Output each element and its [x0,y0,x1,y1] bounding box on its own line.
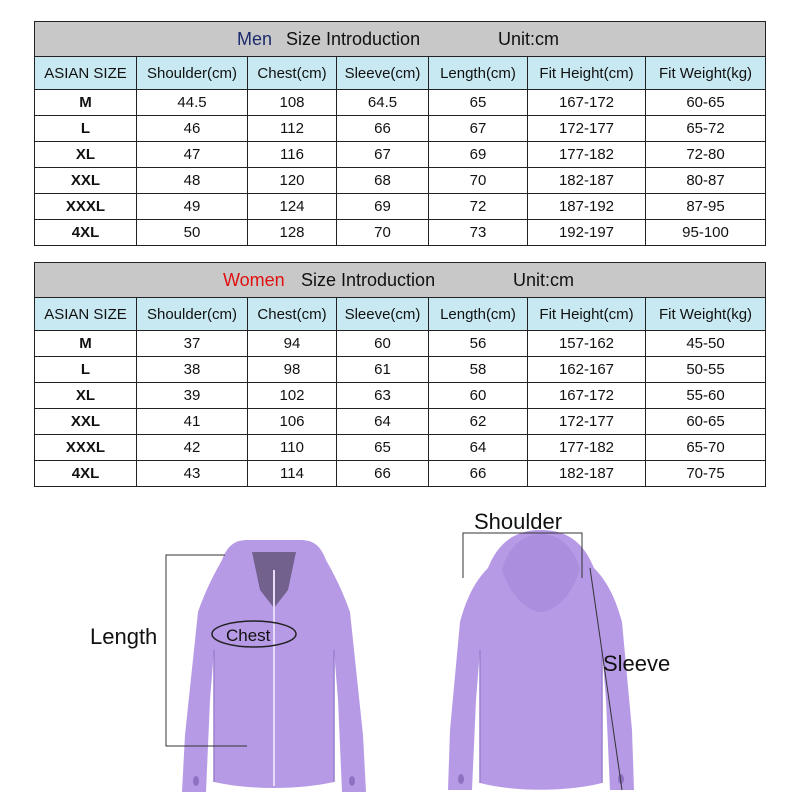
measurement-cell: 62 [429,409,528,435]
size-cell: XXL [35,168,137,194]
measurement-cell: 64 [429,435,528,461]
measurement-cell: 65-72 [646,116,766,142]
measurement-cell: 177-182 [528,142,646,168]
women-size-table [34,262,766,487]
size-cell: XL [35,383,137,409]
measurement-cell: 128 [248,220,337,246]
measurement-cell: 106 [248,409,337,435]
measurement-cell: 114 [248,461,337,487]
measurement-cell: 43 [137,461,248,487]
table-row [35,461,766,487]
measurement-cell: 172-177 [528,116,646,142]
measurement-cell: 102 [248,383,337,409]
table-row [35,168,766,194]
measurement-diagram [0,500,800,800]
measurement-cell: 45-50 [646,331,766,357]
measurement-cell: 87-95 [646,194,766,220]
measurement-cell: 177-182 [528,435,646,461]
table-row [35,116,766,142]
size-cell: 4XL [35,461,137,487]
column-header: Shoulder(cm) [137,298,248,331]
measurement-cell: 157-162 [528,331,646,357]
measurement-cell: 116 [248,142,337,168]
measurement-cell: 44.5 [137,90,248,116]
size-cell: M [35,90,137,116]
size-cell: XL [35,142,137,168]
measurement-cell: 95-100 [646,220,766,246]
table-row [35,383,766,409]
measurement-cell: 67 [429,116,528,142]
men-gender-label: Men [237,29,273,49]
measurement-cell: 98 [248,357,337,383]
measurement-cell: 187-192 [528,194,646,220]
table-row [35,90,766,116]
column-header: Fit Weight(kg) [646,57,766,90]
measurement-cell: 60-65 [646,90,766,116]
measurement-cell: 65 [337,435,429,461]
measurement-cell: 192-197 [528,220,646,246]
women-unit-label: Unit:cm [513,270,575,290]
men-unit-label: Unit:cm [498,29,560,49]
column-header: ASIAN SIZE [35,57,137,90]
column-header: Sleeve(cm) [337,57,429,90]
men-size-table [34,21,766,246]
column-header: Fit Height(cm) [528,298,646,331]
measurement-cell: 70 [337,220,429,246]
measurement-cell: 50 [137,220,248,246]
measurement-cell: 69 [429,142,528,168]
measurement-cell: 50-55 [646,357,766,383]
shoulder-label: Shoulder [474,509,563,534]
measurement-cell: 60-65 [646,409,766,435]
measurement-cell: 182-187 [528,168,646,194]
measurement-cell: 72-80 [646,142,766,168]
measurement-cell: 64 [337,409,429,435]
size-cell: XXXL [35,194,137,220]
measurement-cell: 94 [248,331,337,357]
measurement-cell: 162-167 [528,357,646,383]
size-cell: L [35,116,137,142]
measurement-cell: 112 [248,116,337,142]
table-row [35,409,766,435]
measurement-cell: 56 [429,331,528,357]
measurement-cell: 70 [429,168,528,194]
measurement-cell: 64.5 [337,90,429,116]
measurement-cell: 61 [337,357,429,383]
table-row [35,435,766,461]
measurement-cell: 167-172 [528,383,646,409]
measurement-cell: 69 [337,194,429,220]
size-cell: L [35,357,137,383]
measurement-cell: 48 [137,168,248,194]
measurement-cell: 42 [137,435,248,461]
table-row [35,142,766,168]
table-row [35,357,766,383]
column-header: Length(cm) [429,57,528,90]
measurement-cell: 65 [429,90,528,116]
table-row [35,220,766,246]
measurement-cell: 60 [337,331,429,357]
women-header-row [35,298,766,331]
measurement-cell: 124 [248,194,337,220]
measurement-cell: 60 [429,383,528,409]
measurement-cell: 70-75 [646,461,766,487]
measurement-cell: 66 [337,116,429,142]
measurement-cell: 66 [429,461,528,487]
measurement-cell: 167-172 [528,90,646,116]
column-header: ASIAN SIZE [35,298,137,331]
measurement-cell: 47 [137,142,248,168]
measurement-cell: 120 [248,168,337,194]
measurement-cell: 80-87 [646,168,766,194]
men-header-row [35,57,766,90]
size-cell: 4XL [35,220,137,246]
size-cell: M [35,331,137,357]
measurement-cell: 108 [248,90,337,116]
measurement-cell: 55-60 [646,383,766,409]
measurement-cell: 46 [137,116,248,142]
women-gender-label: Women [223,270,285,290]
measurement-cell: 73 [429,220,528,246]
column-header: Shoulder(cm) [137,57,248,90]
column-header: Chest(cm) [248,57,337,90]
women-title-label: Size Introduction [301,270,436,290]
measurement-cell: 72 [429,194,528,220]
measurement-cell: 172-177 [528,409,646,435]
measurement-cell: 63 [337,383,429,409]
column-header: Chest(cm) [248,298,337,331]
hoodie-illustrations [0,500,800,800]
measurement-cell: 65-70 [646,435,766,461]
column-header: Sleeve(cm) [337,298,429,331]
column-header: Fit Height(cm) [528,57,646,90]
length-label: Length [90,624,158,649]
women-table-title [35,263,766,298]
measurement-cell: 49 [137,194,248,220]
measurement-cell: 110 [248,435,337,461]
table-row [35,194,766,220]
measurement-cell: 68 [337,168,429,194]
size-cell: XXXL [35,435,137,461]
chest-label: Chest [226,626,271,645]
measurement-cell: 182-187 [528,461,646,487]
measurement-cell: 58 [429,357,528,383]
table-row [35,331,766,357]
column-header: Length(cm) [429,298,528,331]
hoodie-front-image [182,540,366,792]
measurement-cell: 67 [337,142,429,168]
men-table-title [35,22,766,57]
column-header: Fit Weight(kg) [646,298,766,331]
measurement-cell: 37 [137,331,248,357]
men-title-label: Size Introduction [286,29,421,49]
size-cell: XXL [35,409,137,435]
sleeve-label: Sleeve [603,651,671,676]
measurement-cell: 41 [137,409,248,435]
measurement-cell: 39 [137,383,248,409]
measurement-cell: 66 [337,461,429,487]
measurement-cell: 38 [137,357,248,383]
